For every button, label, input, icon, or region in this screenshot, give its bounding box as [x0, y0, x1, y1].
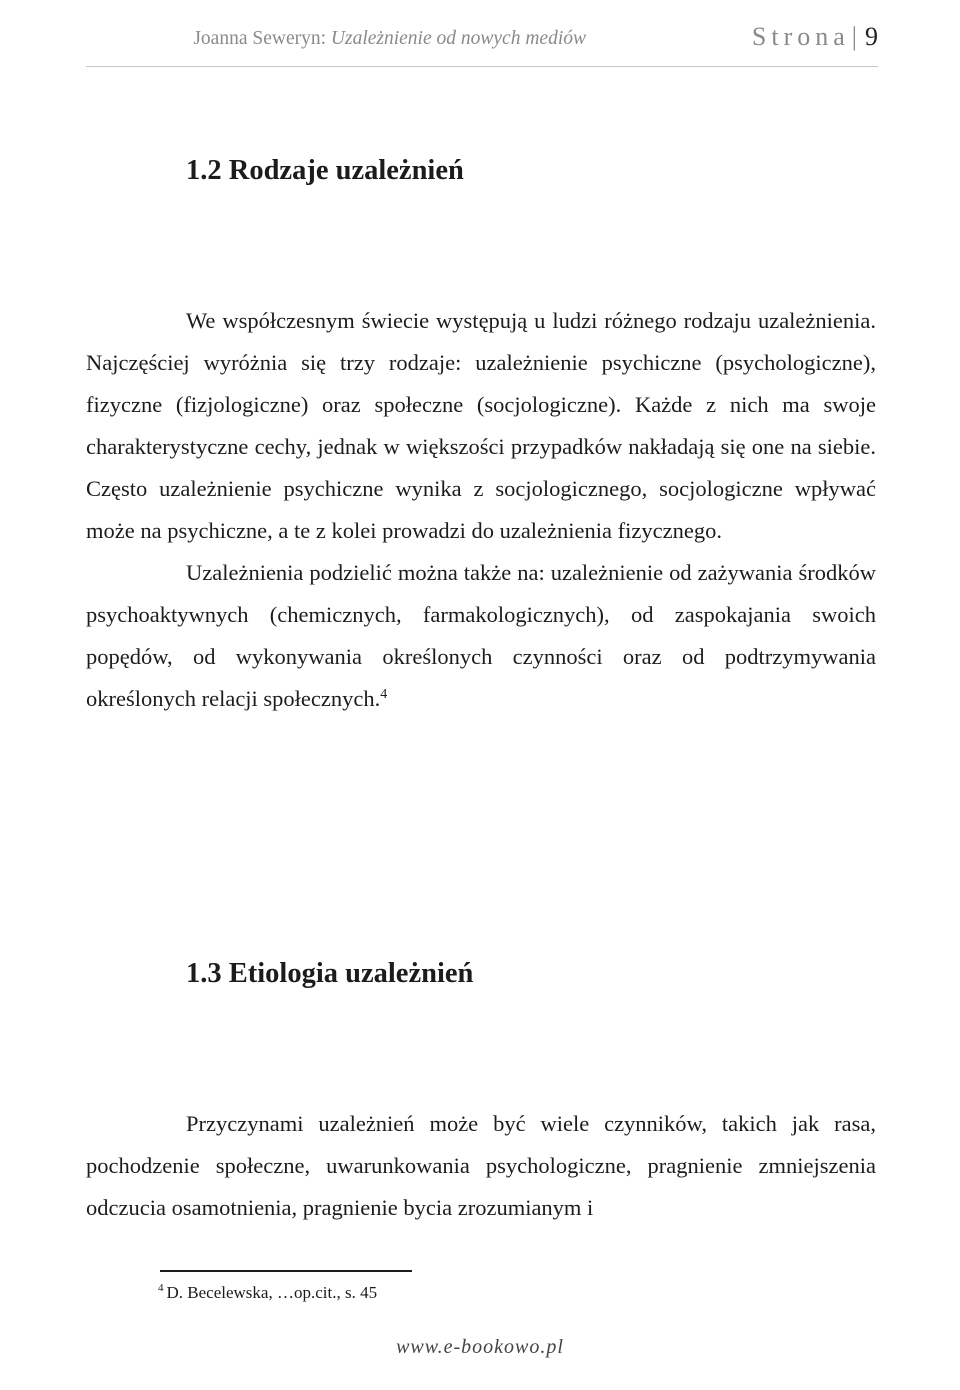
- footnote-text: D. Becelewska, …op.cit., s. 45: [166, 1283, 378, 1302]
- page-word: Strona: [751, 22, 850, 51]
- footnote-number: 4: [158, 1282, 164, 1294]
- page-number: 9: [865, 22, 878, 51]
- paragraph: We współczesnym świecie występują u ludzi różnego rodzaju uzależnienia. Najczęściej wyróżnia się trzy rodzaje: uzależnienie psychiczne (psychologiczne), fizyczne (fizjologiczne) oraz społeczne (socjologiczne). Każde z nich ma swoje charakterystyczne cechy, jednak w większości przypadków nakładają się one na siebie. Często uzależnienie psychiczne wynika z socjologicznego, socjologiczne wpływać może na psychiczne, a te z kolei prowadzi do uzależnienia fizycznego.: [86, 308, 876, 543]
- section-body-etiologia: [86, 1103, 876, 1229]
- section-heading-etiologia: 1.3 Etiologia uzależnień: [186, 958, 474, 989]
- paragraph-text: Uzależnienia podzielić można także na: uzależnienie od zażywania środków psychoaktywnych (chemicznych, farmakologicznych), od zaspokajania swoich popędów, od wykonywania określonych czynności oraz od podtrzymywania określonych relacji społecznych.: [86, 560, 876, 711]
- running-title: [193, 28, 586, 50]
- footnote: [158, 1283, 377, 1303]
- author-name: Joanna Seweryn:: [193, 28, 327, 49]
- footnote-reference: 4: [380, 687, 388, 702]
- page-indicator: [752, 22, 878, 52]
- page-separator: |: [851, 22, 857, 51]
- paragraph-with-footnote: [86, 552, 876, 720]
- paragraph: Przyczynami uzależnień może być wiele czynników, takich jak rasa, pochodzenie społeczne, uwarunkowania psychologiczne, pragnienie zmniejszenia odczucia osamotnienia, pragnienie bycia zrozumianym i: [86, 1111, 876, 1220]
- book-title: Uzależnienie od nowych mediów: [330, 28, 586, 49]
- section-body-rodzaje: [86, 300, 876, 720]
- footer-url: www.e-bookowo.pl: [396, 1336, 564, 1358]
- section-heading-rodzaje: 1.2 Rodzaje uzależnień: [186, 155, 464, 186]
- page-header: [86, 22, 878, 67]
- footnote-divider: [160, 1270, 412, 1272]
